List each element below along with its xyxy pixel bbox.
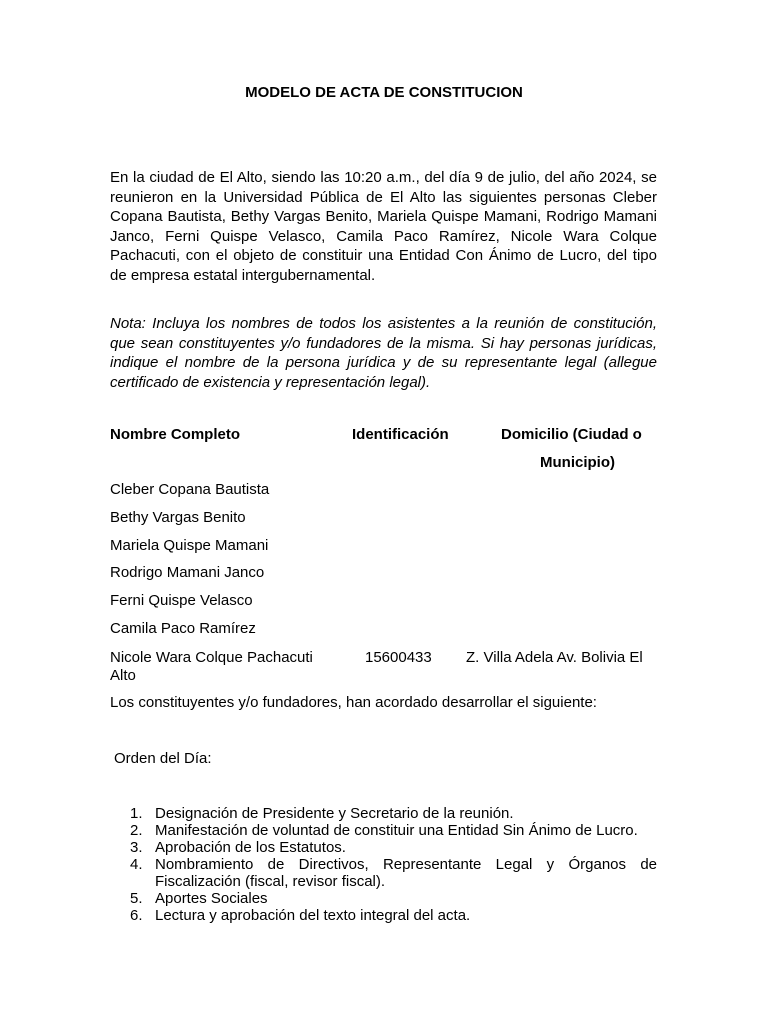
agenda-item-number: 2. bbox=[130, 822, 143, 839]
agenda-item-text: Nombramiento de Directivos, Representante Legal y Órganos de Fiscalización (fiscal, revisor fiscal). bbox=[155, 856, 657, 890]
attendee-domicile: Z. Villa Adela Av. Bolivia El bbox=[466, 649, 643, 666]
attendee-name: Camila Paco Ramírez bbox=[110, 620, 256, 637]
agenda-item bbox=[130, 890, 657, 907]
agenda-item-text: Lectura y aprobación del texto integral del acta. bbox=[155, 907, 471, 924]
attendee-name: Bethy Vargas Benito bbox=[110, 509, 246, 526]
attendee-name: Nicole Wara Colque Pachacuti bbox=[110, 649, 313, 666]
header-domicile: Domicilio (Ciudad o bbox=[501, 426, 642, 443]
agenda-list bbox=[130, 805, 657, 924]
agenda-item-number: 1. bbox=[130, 805, 143, 822]
agenda-item-number: 5. bbox=[130, 890, 143, 907]
attendee-name: Cleber Copana Bautista bbox=[110, 481, 270, 498]
agenda-item bbox=[130, 856, 657, 890]
note-paragraph: Nota: Incluya los nombres de todos los asistentes a la reunión de constitución, que sean constituyentes y/o fundadores de la misma. Si hay personas jurídicas, indique el nombre de la persona jurídica y de su representante legal (allegue certificado de existencia y representación legal). bbox=[110, 315, 657, 391]
agenda-item-text: Manifestación de voluntad de constituir una Entidad Sin Ánimo de Lucro. bbox=[155, 822, 638, 839]
document-title: MODELO DE ACTA DE CONSTITUCION bbox=[245, 84, 523, 101]
attendee-name: Mariela Quispe Mamani bbox=[110, 537, 269, 554]
agenda-item-number: 4. bbox=[130, 856, 143, 873]
agenda-item bbox=[130, 805, 657, 822]
agenda-title: Orden del Día: bbox=[114, 750, 212, 767]
header-name: Nombre Completo bbox=[110, 426, 241, 443]
attendee-name: Rodrigo Mamani Janco bbox=[110, 564, 265, 581]
agenda-item bbox=[130, 822, 657, 839]
agenda-item-text: Designación de Presidente y Secretario de la reunión. bbox=[155, 805, 514, 822]
agenda-item-text: Aportes Sociales bbox=[155, 890, 268, 907]
agenda-item bbox=[130, 907, 657, 924]
attendee-name: Ferni Quispe Velasco bbox=[110, 592, 253, 609]
agenda-item bbox=[130, 839, 657, 856]
header-identification: Identificación bbox=[352, 426, 449, 443]
attendee-identification: 15600433 bbox=[365, 649, 432, 666]
agenda-item-number: 6. bbox=[130, 907, 143, 924]
attendee-domicile-wrap: Alto bbox=[110, 667, 136, 684]
agenda-item-text: Aprobación de los Estatutos. bbox=[155, 839, 346, 856]
header-domicile-cont: Municipio) bbox=[540, 454, 615, 471]
closing-sentence: Los constituyentes y/o fundadores, han acordado desarrollar el siguiente: bbox=[110, 694, 597, 711]
intro-paragraph: En la ciudad de El Alto, siendo las 10:20 a.m., del día 9 de julio, del año 2024, se reunieron en la Universidad Pública de El Alto las siguientes personas Cleber Copana Bautista, Bethy Vargas Benito, Mariela Quispe Mamani, Rodrigo Mamani Janco, Ferni Quispe Velasco, Camila Paco Ramírez, Nicole Wara Colque Pachacuti, con el objeto de constituir una Entidad Con Ánimo de Lucro, del tipo de empresa estatal intergubernamental. bbox=[110, 169, 657, 284]
agenda-item-number: 3. bbox=[130, 839, 143, 856]
